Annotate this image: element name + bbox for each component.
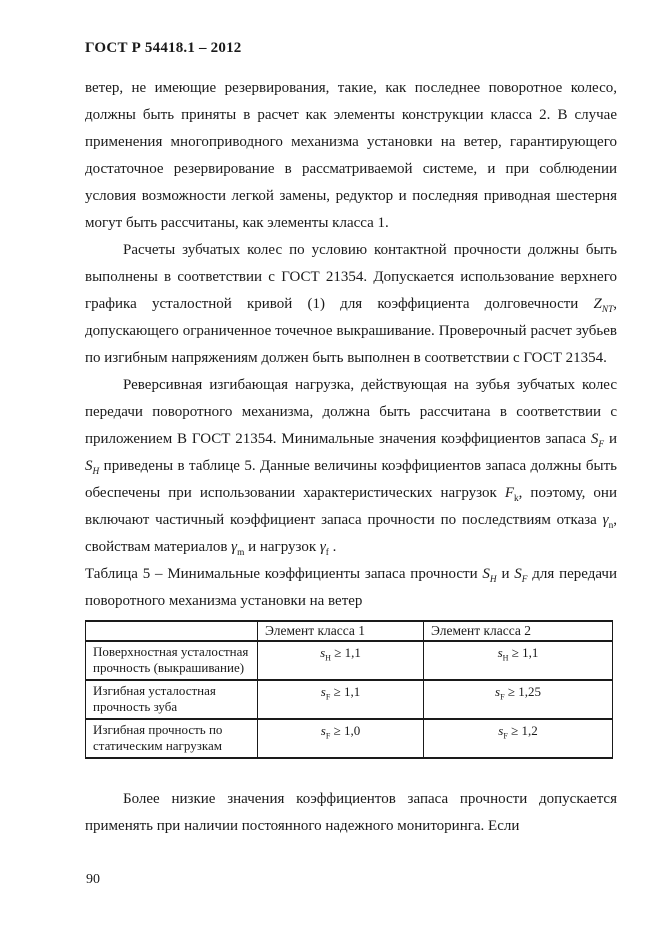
math-sub-sh: H [92,467,100,477]
paragraph-final [85,786,617,840]
math-sub: F [325,731,331,741]
paragraph-3-text: и нагрузок [244,539,320,555]
row-label: Поверхностная усталостная прочность (выкрашивание) [86,641,258,680]
paragraph-3 [85,372,617,561]
paragraph-3-text: Реверсивная изгибающая нагрузка, действующая на зубья зубчатых колес передачи поворотного механизма, должна быть рассчитана в соответствии с приложением В ГОСТ 21354. Минимальные значения коэффициентов запаса [85,377,617,447]
table-header-class2: Элемент класса 2 [424,621,613,641]
page-number: 90 [86,872,100,887]
math-var-fk: F [504,485,514,501]
math-var-sf: S [514,566,522,582]
row-label: Изгибная прочность по статическим нагрузкам [86,719,258,758]
math-var-s: s [498,723,504,738]
condition-text: ≥ 1,2 [507,723,538,738]
math-sub-sf: F [598,440,605,450]
math-var-gamma-m: γ [231,539,238,555]
paragraph-3-text: приведены в таблице 5. Данные величины коэффициентов запаса должны быть обеспечены при использовании характеристических нагрузок [85,458,617,501]
table-row [86,641,613,680]
math-var-gamma-n: γ [602,512,609,528]
math-var-znt: Z [593,296,602,312]
math-var-s: s [320,645,326,660]
value-cell [424,641,613,680]
paragraph-3-text: . [328,539,337,555]
table-row [86,719,613,758]
math-sub-gamma-n: n [608,521,614,531]
value-cell [424,719,613,758]
math-sub: H [325,653,331,663]
row-label: Изгибная усталостная прочность зуба [86,680,258,719]
table-header-empty [86,621,258,641]
value-cell [258,680,424,719]
math-var-s: s [320,723,326,738]
math-sub: H [502,653,509,663]
math-var-sh: S [85,458,93,474]
condition-text: ≥ 1,1 [508,645,539,660]
math-var-s: s [495,684,501,699]
table-caption-text: и [496,566,515,582]
paragraph-3-text: и [604,431,617,447]
paragraph-2-text-post: , допускающего ограниченное точечное выкрашивание. Проверочный расчет зубьев по изгибным напряжениям должен быть выполнен в соответствии с ГОСТ 21354. [85,296,617,366]
math-sub: F [325,692,331,702]
math-var-sh: S [482,566,490,582]
document-header: ГОСТ Р 54418.1 – 2012 [85,40,242,56]
paragraph-3-text: , поэтому, они включают частичный коэффициент запаса прочности по последствиям отказа [85,485,617,528]
math-sub-gamma-f: f [325,548,329,558]
condition-text: ≥ 1,1 [330,645,361,660]
paragraph-1-text: ветер, не имеющие резервирования, такие, как последнее поворотное колесо, должны быть приняты в расчет как элементы конструкции класса 2. В случае применения многоприводного механизма установки на ветер, гарантирующего достаточное резервирование в рассматриваемой системе, и при соблюдении условия возможности легкой замены, редуктор и последняя приводная шестерня могут быть рассчитаны, как элементы класса 1. [85,80,617,231]
condition-text: ≥ 1,1 [330,684,361,699]
math-sub: F [500,692,505,702]
table-header-class1: Элемент класса 1 [258,621,424,641]
paragraph-final-text: Более низкие значения коэффициентов запаса прочности допускается применять при наличии постоянного надежного мониторинга. Если [85,791,617,834]
math-sub-gamma-m: m [237,548,245,558]
paragraph-2-text-pre: Расчеты зубчатых колес по условию контактной прочности должны быть выполнены в соответствии с ГОСТ 21354. Допускается использование верхнего графика усталостной кривой (1) для коэффициента долговечности [85,242,617,312]
math-var-gamma-f: γ [319,539,326,555]
paragraph-1 [85,75,617,237]
table-caption-text: Таблица 5 – Минимальные коэффициенты запаса прочности [85,566,483,582]
math-sub-fk: k [513,494,519,504]
table-caption-text: для передачи поворотного механизма установки на ветер [85,566,617,609]
math-var-s: s [497,645,503,660]
paragraph-3-text: , свойствам материалов [85,512,617,555]
math-var-sf: S [590,431,599,447]
paragraph-2 [85,237,617,372]
value-cell [258,719,424,758]
math-sub-znt: NT [601,305,614,315]
value-cell [258,641,424,680]
condition-text: ≥ 1,0 [330,723,361,738]
table-row [86,680,613,719]
value-cell [424,680,613,719]
math-sub: F [503,731,508,741]
table-caption [85,561,617,615]
math-sub-sh: H [489,575,497,585]
math-var-s: s [320,684,326,699]
safety-factors-table [85,620,613,759]
math-sub-sf: F [521,575,528,585]
condition-text: ≥ 1,25 [504,684,541,699]
table-header-row [86,621,613,641]
